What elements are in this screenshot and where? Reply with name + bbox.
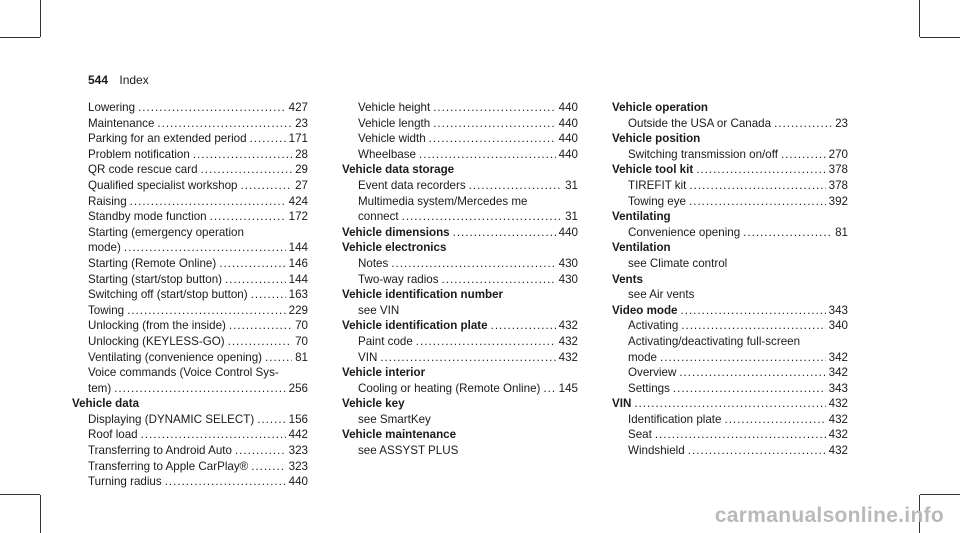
index-entry <box>72 131 308 147</box>
page-ref[interactable]: 440 <box>558 225 578 239</box>
entry-text: Two-way radios <box>358 272 439 286</box>
page-ref[interactable]: 70 <box>295 334 308 348</box>
index-entry <box>72 350 308 366</box>
section-title: Index <box>119 73 149 87</box>
dot-leader <box>743 225 832 241</box>
page-ref[interactable]: 430 <box>558 272 578 286</box>
entry-text: see VIN <box>358 303 400 317</box>
page-ref[interactable]: 31 <box>565 178 578 192</box>
index-entry <box>72 412 308 428</box>
page-ref[interactable]: 392 <box>828 194 848 208</box>
index-entry <box>342 131 578 147</box>
page-ref[interactable]: 229 <box>288 303 308 317</box>
entry-text: Vehicle data <box>72 397 140 411</box>
page-ref[interactable]: 340 <box>828 319 848 333</box>
entry-text: Notes <box>358 256 389 270</box>
index-heading <box>342 225 578 241</box>
crop-mark <box>40 0 41 37</box>
dot-leader <box>201 162 293 178</box>
entry-text: Vehicle height <box>358 101 431 114</box>
entry-text: Vehicle length <box>358 116 431 130</box>
index-entry <box>612 381 848 397</box>
dot-leader <box>228 334 292 350</box>
index-heading <box>612 162 848 178</box>
entry-text: Convenience opening <box>628 225 741 239</box>
page-ref[interactable]: 146 <box>288 256 308 270</box>
dot-leader <box>225 272 286 288</box>
dot-leader <box>688 443 826 459</box>
entry-text: Maintenance <box>88 116 155 130</box>
index-heading <box>612 240 848 256</box>
index-entry <box>612 178 848 194</box>
index-entry <box>72 100 308 116</box>
dot-leader <box>673 381 826 397</box>
dot-leader <box>453 225 556 241</box>
page-ref[interactable]: 81 <box>295 350 308 364</box>
page-header <box>88 73 149 87</box>
dot-leader <box>124 240 286 256</box>
dot-leader <box>210 209 286 225</box>
entry-text: Outside the USA or Canada <box>628 116 772 130</box>
index-entry <box>342 256 578 272</box>
dot-leader <box>138 100 286 116</box>
crop-mark <box>40 495 41 533</box>
index-column-3 <box>612 100 848 459</box>
entry-text: Unlocking (from the inside) <box>88 319 226 333</box>
page-ref[interactable]: 163 <box>288 288 308 302</box>
crop-mark <box>0 494 40 495</box>
entry-text: see Climate control <box>628 256 728 270</box>
page-ref[interactable]: 270 <box>828 147 848 161</box>
entry-text: Settings <box>628 381 670 395</box>
index-entry <box>72 162 308 178</box>
entry-text: Transferring to Apple CarPlay® <box>88 459 249 473</box>
index-entry <box>342 412 578 428</box>
entry-text: Switching transmission on/off <box>628 147 778 161</box>
index-entry <box>342 303 578 319</box>
index-entry <box>72 443 308 459</box>
watermark: carmanualsonline.info <box>714 504 944 527</box>
page-ref[interactable]: 432 <box>828 412 848 426</box>
dot-leader <box>250 131 286 147</box>
index-entry <box>342 147 578 163</box>
entry-text: Windshield <box>628 444 685 458</box>
entry-text: Multimedia system/Mercedes me <box>358 194 528 208</box>
entry-text: Vehicle dimensions <box>342 225 450 239</box>
page-ref[interactable]: 432 <box>828 444 848 458</box>
entry-text: Starting (emergency operation <box>88 225 244 239</box>
page-ref[interactable]: 172 <box>288 210 308 224</box>
entry-text: Towing <box>88 303 125 317</box>
dot-leader <box>257 412 285 428</box>
entry-text: Paint code <box>358 334 413 348</box>
entry-text: Identification plate <box>628 412 722 426</box>
page-ref[interactable]: 256 <box>288 381 308 395</box>
crop-mark <box>920 494 960 495</box>
dot-leader <box>660 350 826 366</box>
entry-text: tem) <box>88 381 112 395</box>
page-ref[interactable]: 27 <box>295 178 308 192</box>
dot-leader <box>781 147 826 163</box>
index-entry <box>72 209 308 225</box>
index-heading <box>342 396 578 412</box>
dot-leader <box>235 443 286 459</box>
page-ref[interactable]: 342 <box>828 366 848 380</box>
page-ref[interactable]: 432 <box>558 350 578 364</box>
index-entry <box>342 443 578 459</box>
index-entry <box>72 256 308 272</box>
entry-text: QR code rescue card <box>88 163 198 177</box>
page-ref[interactable]: 28 <box>295 147 308 161</box>
entry-text: Raising <box>88 194 127 208</box>
dot-leader <box>380 350 555 366</box>
entry-text: Roof load <box>88 428 138 442</box>
index-entry <box>612 225 848 241</box>
entry-text: Vehicle identification plate <box>342 319 488 333</box>
dot-leader <box>193 147 292 163</box>
index-entry <box>72 334 308 350</box>
index-entry <box>72 116 308 132</box>
entry-text: Vehicle data storage <box>342 163 455 177</box>
page-ref[interactable]: 323 <box>288 459 308 473</box>
page-ref[interactable]: 70 <box>295 319 308 333</box>
dot-leader <box>491 318 556 334</box>
index-heading <box>342 365 578 381</box>
index-entry <box>72 272 308 288</box>
entry-text: Event data recorders <box>358 178 466 192</box>
index-entry <box>72 287 308 303</box>
entry-text: VIN <box>612 397 632 411</box>
crop-mark <box>919 0 920 37</box>
page-ref[interactable]: 430 <box>558 256 578 270</box>
index-column-2 <box>342 100 578 459</box>
entry-text: Ventilating <box>612 210 671 224</box>
dot-leader <box>681 303 826 319</box>
page-ref[interactable]: 440 <box>558 132 578 146</box>
page-ref[interactable]: 440 <box>288 475 308 489</box>
entry-text: Standby mode function <box>88 210 207 224</box>
index-entry <box>72 474 308 490</box>
dot-leader <box>433 116 555 132</box>
index-heading <box>612 209 848 225</box>
entry-text: Unlocking (KEYLESS-GO) <box>88 334 225 348</box>
index-entry <box>72 303 308 319</box>
entry-text: Vehicle identification number <box>342 288 504 302</box>
entry-text: Parking for an extended period <box>88 132 247 146</box>
index-entry <box>72 147 308 163</box>
dot-leader <box>251 287 286 303</box>
index-entry <box>342 272 578 288</box>
page-ref[interactable]: 145 <box>558 381 578 395</box>
index-entry <box>72 194 308 210</box>
dot-leader <box>241 178 293 194</box>
dot-leader <box>469 178 562 194</box>
index-entry <box>342 350 578 366</box>
dot-leader <box>229 318 292 334</box>
index-heading <box>612 396 848 412</box>
entry-text: Vehicle maintenance <box>342 428 457 442</box>
dot-leader <box>634 396 825 412</box>
dot-leader <box>402 209 562 225</box>
crop-mark <box>0 37 40 38</box>
index-entry <box>72 427 308 443</box>
dot-leader <box>391 256 555 272</box>
entry-text: Ventilating (convenience opening) <box>88 350 263 364</box>
index-entry <box>72 381 308 397</box>
page-ref[interactable]: 156 <box>288 412 308 426</box>
page-ref[interactable]: 171 <box>288 132 308 146</box>
index-entry <box>612 365 848 381</box>
page-ref[interactable]: 23 <box>295 116 308 130</box>
dot-leader <box>130 194 286 210</box>
index-entry <box>612 334 848 350</box>
index-entry <box>612 427 848 443</box>
entry-text: see Air vents <box>628 288 695 302</box>
page-ref[interactable]: 144 <box>288 272 308 286</box>
entry-text: mode) <box>88 241 121 255</box>
dot-leader <box>114 381 285 397</box>
entry-text: mode <box>628 350 658 364</box>
index-entry <box>612 147 848 163</box>
entry-text: see SmartKey <box>358 412 431 426</box>
index-entry <box>612 116 848 132</box>
page-ref[interactable]: 81 <box>835 225 848 239</box>
entry-text: Wheelbase <box>358 147 417 161</box>
entry-text: connect <box>358 210 399 224</box>
entry-text: Qualified specialist workshop <box>88 178 238 192</box>
index-entry <box>72 178 308 194</box>
index-heading <box>342 240 578 256</box>
entry-text: Towing eye <box>628 194 687 208</box>
page-ref[interactable]: 144 <box>288 241 308 255</box>
entry-text: Vehicle interior <box>342 366 426 380</box>
page-ref[interactable]: 432 <box>828 428 848 442</box>
page-ref[interactable]: 323 <box>288 444 308 458</box>
index-heading <box>342 162 578 178</box>
index-heading <box>342 427 578 443</box>
page-ref[interactable]: 31 <box>565 210 578 224</box>
dot-leader <box>696 162 825 178</box>
index-entry <box>342 381 578 397</box>
index-entry <box>612 318 848 334</box>
page-ref[interactable]: 424 <box>288 194 308 208</box>
page-ref[interactable]: 432 <box>558 319 578 333</box>
dot-leader <box>543 381 555 397</box>
entry-text: Vehicle key <box>342 397 405 411</box>
entry-text: Displaying (DYNAMIC SELECT) <box>88 412 255 426</box>
entry-text: Video mode <box>612 303 678 317</box>
index-entry <box>72 459 308 475</box>
index-entry <box>342 334 578 350</box>
index-entry <box>342 194 578 210</box>
index-entry <box>72 365 308 381</box>
entry-text: Starting (Remote Online) <box>88 256 217 270</box>
index-heading <box>612 272 848 288</box>
dot-leader <box>689 194 826 210</box>
dot-leader <box>429 131 556 147</box>
page-ref[interactable]: 432 <box>828 397 848 411</box>
entry-text: Seat <box>628 428 652 442</box>
index-column-1 <box>72 100 308 490</box>
entry-text: Activating <box>628 319 679 333</box>
dot-leader <box>165 474 286 490</box>
dot-leader <box>157 116 292 132</box>
index-heading <box>342 318 578 334</box>
index-heading <box>612 131 848 147</box>
page-ref[interactable]: 342 <box>828 350 848 364</box>
entry-text: VIN <box>358 350 378 364</box>
page-ref[interactable]: 432 <box>558 334 578 348</box>
page-ref[interactable]: 427 <box>288 101 308 114</box>
page-ref[interactable]: 23 <box>835 116 848 130</box>
dot-leader <box>265 350 292 366</box>
entry-text: Vehicle width <box>358 132 426 146</box>
index-entry <box>342 100 578 116</box>
index-entry <box>612 350 848 366</box>
crop-mark <box>920 37 960 38</box>
entry-text: Cooling or heating (Remote Online) <box>358 381 541 395</box>
dot-leader <box>419 147 556 163</box>
index-entry <box>612 412 848 428</box>
index-heading <box>72 396 308 412</box>
page-ref[interactable]: 343 <box>828 381 848 395</box>
page-ref[interactable]: 29 <box>295 163 308 177</box>
index-entry <box>612 256 848 272</box>
index-entry <box>612 194 848 210</box>
entry-text: Lowering <box>88 101 136 114</box>
page-ref[interactable]: 440 <box>558 116 578 130</box>
page-ref[interactable]: 440 <box>558 147 578 161</box>
index-heading <box>342 287 578 303</box>
page-ref[interactable]: 378 <box>828 178 848 192</box>
entry-text: Voice commands (Voice Control Sys- <box>88 366 279 380</box>
entry-text: Switching off (start/stop button) <box>88 288 248 302</box>
dot-leader <box>774 116 832 132</box>
entry-text: Activating/deactivating full-screen <box>628 334 801 348</box>
dot-leader <box>442 272 556 288</box>
index-entry <box>612 443 848 459</box>
page-ref[interactable]: 442 <box>288 428 308 442</box>
entry-text: Starting (start/stop button) <box>88 272 223 286</box>
index-entry <box>72 240 308 256</box>
entry-text: Overview <box>628 366 677 380</box>
index-entry <box>342 209 578 225</box>
index-entry <box>342 178 578 194</box>
index-entry <box>612 287 848 303</box>
entry-text: see ASSYST PLUS <box>358 444 459 458</box>
index-entry <box>342 116 578 132</box>
entry-text: Transferring to Android Auto <box>88 444 232 458</box>
page-ref[interactable]: 378 <box>828 163 848 177</box>
entry-text: Vehicle tool kit <box>612 163 694 177</box>
dot-leader <box>127 303 286 319</box>
page-ref[interactable]: 343 <box>828 303 848 317</box>
entry-text: Problem notification <box>88 147 190 161</box>
index-heading <box>612 303 848 319</box>
index-entry <box>72 225 308 241</box>
entry-text: Ventilation <box>612 241 671 255</box>
dot-leader <box>689 178 825 194</box>
dot-leader <box>681 318 825 334</box>
entry-text: Vents <box>612 272 643 286</box>
dot-leader <box>251 459 285 475</box>
dot-leader <box>219 256 285 272</box>
entry-text: TIREFIT kit <box>628 178 687 192</box>
entry-text: Vehicle electronics <box>342 241 447 255</box>
index-entry <box>72 318 308 334</box>
dot-leader <box>416 334 556 350</box>
entry-text: Vehicle operation <box>612 101 708 114</box>
dot-leader <box>433 100 555 116</box>
dot-leader <box>655 427 826 443</box>
entry-text: Turning radius <box>88 475 162 489</box>
dot-leader <box>141 427 286 443</box>
page-ref[interactable]: 440 <box>558 101 578 114</box>
dot-leader <box>724 412 825 428</box>
index-heading <box>612 100 848 116</box>
page-number: 544 <box>88 73 109 87</box>
dot-leader <box>679 365 825 381</box>
entry-text: Vehicle position <box>612 132 701 146</box>
